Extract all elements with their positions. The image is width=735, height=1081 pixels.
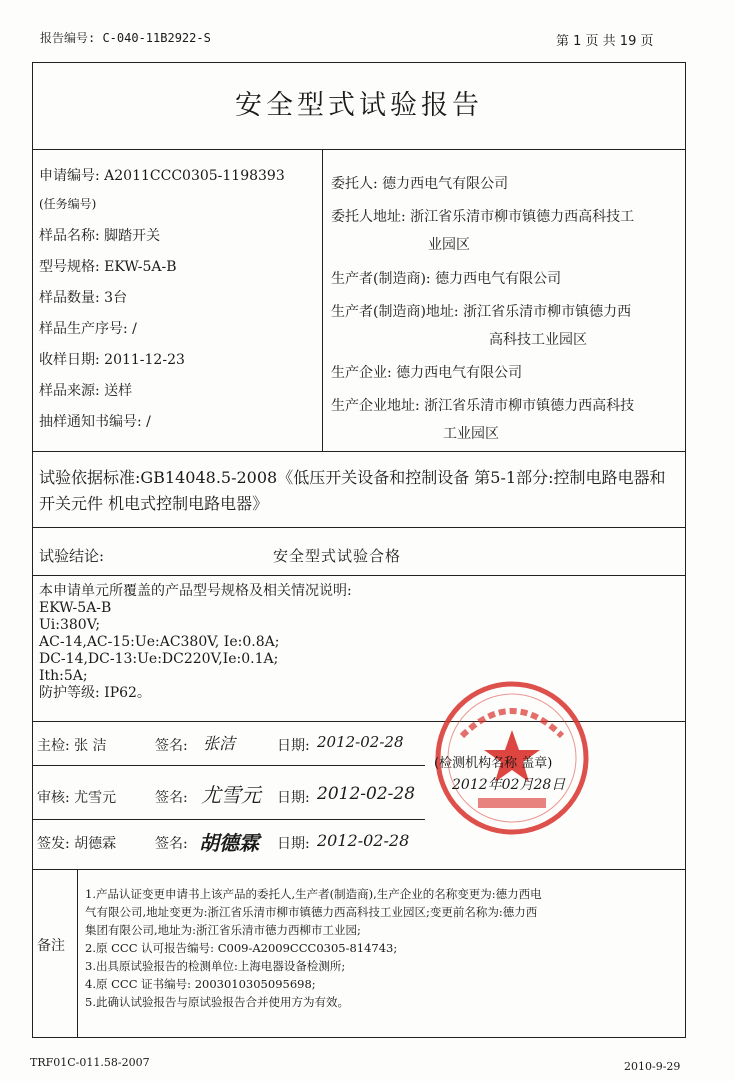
manufacturer: 生产者(制造商): 德力西电气有限公司 xyxy=(331,271,562,287)
application-number: 申请编号: A2011CCC0305-1198393 xyxy=(39,168,285,184)
report-frame xyxy=(32,62,686,1038)
page-info: 第 1 页 共 19 页 xyxy=(556,34,654,49)
divider xyxy=(33,819,425,820)
chief-signature: 张洁 xyxy=(203,734,236,753)
date-label: 日期: xyxy=(277,738,310,754)
date-label: 日期: xyxy=(277,836,310,852)
factory: 生产企业: 德力西电气有限公司 xyxy=(331,365,523,381)
notes-divider xyxy=(77,869,78,1037)
sampling-notice: 抽样通知书编号: / xyxy=(39,414,151,430)
scope-line: AC-14,AC-15:Ue:AC380V, Ie:0.8A; xyxy=(39,634,280,650)
scope-intro: 本申请单元所覆盖的产品型号规格及相关情况说明: xyxy=(39,583,352,599)
reviewer-signature: 尤雪元 xyxy=(201,783,261,807)
factory-address-cont: 工业园区 xyxy=(443,426,499,442)
divider xyxy=(33,575,685,576)
note-item: 集团有限公司,地址为:浙江省乐清市德力西柳市工业园; xyxy=(85,923,361,937)
approver-date: 2012-02-28 xyxy=(317,831,410,850)
receive-date: 收样日期: 2011-12-23 xyxy=(39,352,185,368)
reviewer: 审核: 尤雪元 xyxy=(37,790,117,806)
divider xyxy=(33,765,425,766)
divider xyxy=(33,527,685,528)
stamp-date: 2012年02月28日 xyxy=(452,777,566,793)
note-item: 3.出具原试验报告的检测单位:上海电器设备检测所; xyxy=(85,959,346,973)
scope-line: Ith:5A; xyxy=(39,668,88,684)
note-item: 2.原 CCC 认可报告编号: C009-A2009CCC0305-814743; xyxy=(85,941,398,955)
chief-date: 2012-02-28 xyxy=(317,733,404,751)
scope-line: 防护等级: IP62。 xyxy=(39,685,151,701)
form-number: TRF01C-011.58-2007 xyxy=(30,1056,150,1069)
note-item: 气有限公司,地址变更为:浙江省乐清市柳市镇德力西高科技工业园区;变更前名称为:德力西 xyxy=(85,905,538,919)
approver: 签发: 胡德霖 xyxy=(37,836,117,852)
client-address-cont: 业园区 xyxy=(428,237,470,253)
divider xyxy=(33,869,685,870)
note-item: 4.原 CCC 证书编号: 2003010305095698; xyxy=(85,977,316,991)
sample-serial: 样品生产序号: / xyxy=(39,321,137,337)
sign-label: 签名: xyxy=(155,790,188,806)
test-basis: 试验依据标准:GB14048.5-2008《低压开关设备和控制设备 第5-1部分:控制电路电器和开关元件 机电式控制电路电器》 xyxy=(39,468,666,513)
sample-name: 样品名称: 脚踏开关 xyxy=(39,228,161,244)
client-address: 委托人地址: 浙江省乐清市柳市镇德力西高科技工 xyxy=(331,209,635,225)
report-title: 安全型式试验报告 xyxy=(235,90,483,121)
client: 委托人: 德力西电气有限公司 xyxy=(331,176,509,192)
chief-inspector: 主检: 张 洁 xyxy=(37,738,107,754)
scope-line: DC-14,DC-13:Ue:DC220V,Ie:0.1A; xyxy=(39,651,279,667)
scope-line: EKW-5A-B xyxy=(39,600,112,616)
date-label: 日期: xyxy=(277,790,310,806)
scope-line: Ui:380V; xyxy=(39,617,101,633)
note-item: 1.产品认证变更申请书上该产品的委托人,生产者(制造商),生产企业的名称变更为:德力西电 xyxy=(85,887,542,901)
scope-section xyxy=(39,583,352,702)
report-number: 报告编号: C-040-11B2922-S xyxy=(40,31,211,45)
divider xyxy=(33,451,685,452)
notes-label: 备注 xyxy=(37,938,65,954)
model-spec: 型号规格: EKW-5A-B xyxy=(39,259,177,275)
sign-label: 签名: xyxy=(155,836,188,852)
reviewer-date: 2012-02-28 xyxy=(317,784,416,804)
factory-address: 生产企业地址: 浙江省乐清市柳市镇德力西高科技 xyxy=(331,398,635,414)
manufacturer-address: 生产者(制造商)地址: 浙江省乐清市柳市镇德力西 xyxy=(331,304,632,320)
conclusion-label: 试验结论: xyxy=(39,547,105,565)
task-number-label: (任务编号) xyxy=(39,197,97,211)
sample-source: 样品来源: 送样 xyxy=(39,383,133,399)
form-date: 2010-9-29 xyxy=(624,1060,681,1073)
note-item: 5.此确认试验报告与原试验报告合并使用方为有效。 xyxy=(85,995,349,1009)
manufacturer-address-cont: 高科技工业园区 xyxy=(489,332,587,348)
approver-signature: 胡德霖 xyxy=(199,831,259,855)
column-divider xyxy=(322,149,323,451)
divider xyxy=(33,149,685,150)
sample-quantity: 样品数量: 3台 xyxy=(39,290,128,306)
conclusion-value: 安全型式试验合格 xyxy=(273,547,402,565)
notes-section xyxy=(85,885,677,1011)
sign-label: 签名: xyxy=(155,738,188,754)
stamp-caption: (检测机构名称 盖章) xyxy=(434,756,553,771)
